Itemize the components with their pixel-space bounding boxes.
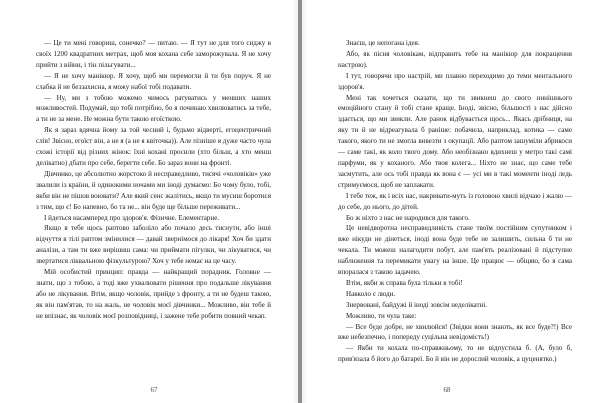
paragraph: Або, як пісня чоловікам, відправить тебе на манікюр для покращення настрою).	[338, 49, 572, 69]
paragraph: — Якби ти кохала по-справжньому, то не відпустила б. (А, було б, прив'язала б його до батареї. Бо й він не дорослий чоловік, а цуценятко.)	[338, 344, 572, 364]
paragraph: Бо ж ніхто з нас не народився для такого.	[346, 213, 470, 222]
paragraph: — Я не хочу манікюр. Я хочу, щоб ми перемогли й ти був поруч. Я не слабка й не беззахисна, я можу набої тобі подавати.	[36, 71, 271, 91]
paragraph: І тут, говорячи про настрій, ми плавно переходимо до теми ментального здоров'я.	[338, 71, 572, 91]
gutter-shadow	[292, 0, 298, 403]
paragraph: Як я зараз вдячна йому за той чесний і, будьмо відверті, егоцентричний слів! Звісно, егоїст він, а не я (а не я квіточка)). Але пізніше я дуже часто чула схожі історії від різних жінок: їхні кохані просили (хто більш, а хто менш делікатно) дбати про себе, берегти себе. Бо зараз вони на фронті.	[36, 126, 271, 167]
right-page	[302, 0, 600, 403]
paragraph: І йдеться насамперед про здоров'я. Фізичне. Елементарне.	[44, 213, 220, 222]
paragraph: Мій особистий принцип: правда — найкращий порадник. Головне — знати, що з тобою, а тоді вже ухвалювати рішення про подальше лікування або не лікування. Втім, якщо чоловік, прийде з фронту, а ти не будеш такою, як він пам'ятав, то на жаль, не чоловік моєї дівчинки... Можливо, він тебе й не впізнає, як чоловік моєї розповідниці, і зажене тебе робити повний чекап.	[36, 268, 271, 320]
paragraph: Можливо, ти чула таке:	[346, 311, 417, 320]
paragraph: — Це ти мені говориш, сонечко? — питаю. — Я тут не для того сиджу в своїх 1200 квадратних метрах, щоб моя кохана себе заморожувала. Я не хочу прийти з війни, і тін пільгувати...	[36, 39, 271, 69]
paragraph: Втім, якби ж справа була тільки в тобі!	[346, 278, 463, 287]
paragraph: Навколо є люди.	[346, 289, 396, 298]
page-number: 68	[443, 386, 451, 394]
right-page-text	[338, 38, 572, 365]
page-number: 67	[150, 386, 158, 394]
paragraph: Це невідворотна несправедливість стане твоїм постійним супутником і вже нікуди не дінеться, іноді вона буде тебе не залишить, сильна б ти не чекала. Ти можеш налагодити побут, але пам'ять реалізовані й підступне наближення та перемикати увагу на інше. Це працює — обіцяю, бо я сама впоралася з такою задачею.	[338, 224, 572, 277]
paragraph: Якщо в тебе щось раптово заболіло або почало десь тиснути, або інші відчуття в тілі раптом змінилися — давай звернімося до лікаря! Хоч би здати аналізи, а там ти вже вирішиш сама: чи приймати пігулки, чи лікуватися, чи звертатися ліквальною фізкультурою? Хоч у тебе немає на це часу.	[36, 224, 271, 266]
paragraph: І тебе теж, як і всіх нас, накривати-муть із головою хвилі відчаю і жалю — до себе, до нього, до дітей.	[338, 191, 572, 211]
paragraph: Мені так хочеться сказати, що ти звикнеш до свого нинішнього емоційного стану й тобі стане краще. Іноді, звісно, більшості з нас дійсно здається, що ми звикли. Але ранок відбувається щось... Якась дрібниця, на яку ти й не відреагувала б раніше: побачила, наприклад, котика — саме такого, якого ти не змогла вивезти з окупації. Або раптом зашуміли абрикоси — саме такі, як коло твого дому. Або необізнано вдихнеш у метро такі самі парфуми, як у коханого. Або твоя колега... Ніхто не знає, що саме тебе засмутить, але ось тобі правда як вона є — усі ми в такі моменти іноді ледь стримуємося, щоб не заплакати.	[338, 93, 572, 189]
gutter-shadow	[302, 0, 308, 403]
paragraph: Знаєш, це непогана ідея.	[346, 39, 420, 47]
left-page	[0, 0, 298, 403]
paragraph: — Все буде добре, не хвилюйся! (Звідки вони знають, як все буде?!) Все вже небезпечно, і попереду суцільна невідомість!)	[338, 322, 572, 342]
paragraph: Дівчинко, це абсолютно жорстоко й несправедливо, тисячі «чоловіків» уже звалили із країни, й одинокими ночами ми іноді думаємо: Бо чому було, тобі, якби він не пішов воювати? Але який сенс жалітись, якщо ти мусиш боротися з тим, що є! Бо напевно, бо та не... він буде ще більше переживати...	[36, 169, 271, 211]
paragraph: Знервовані, байдужі й іноді зовсім неделікатні.	[346, 300, 488, 309]
left-page-text	[36, 38, 271, 322]
paragraph: — Ну, ми з тобою можемо чимось ратуватись у менших наших можливостей. Подумай, що тобі потрібно, бо я починаю хвилюватись за тебе, а ти не за мене. Не можна бути такою егоїсткою.	[36, 93, 271, 124]
